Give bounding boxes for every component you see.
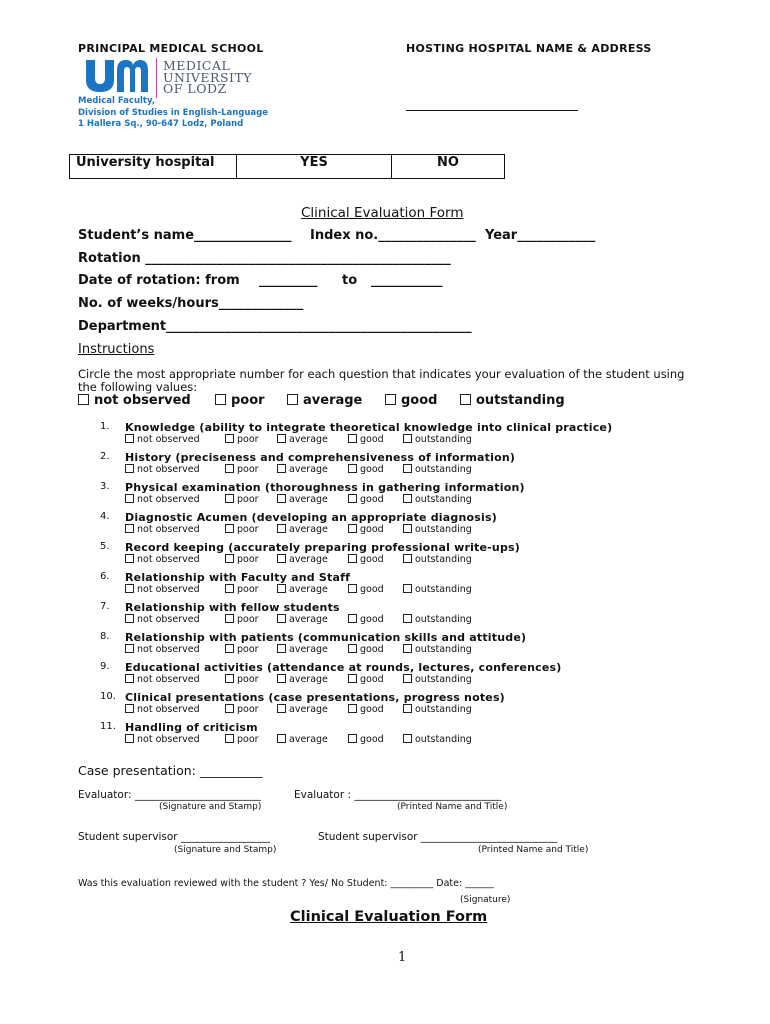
hosting-hospital-blank[interactable] [406,110,578,111]
checkbox-icon[interactable] [225,614,234,623]
checkbox-icon[interactable] [403,674,412,683]
option-average[interactable] [277,704,328,715]
question-number: 11. [100,721,116,732]
review-statement[interactable]: Was this evaluation reviewed with the student ? Yes/ No Student: _________ Date: ______ [78,878,494,889]
option-average[interactable] [277,494,328,505]
principal-school-heading: PRINCIPAL MEDICAL SCHOOL [78,42,264,55]
question-text: Educational activities (attendance at rounds, lectures, conferences) [125,661,562,674]
option-label: good [360,554,384,565]
option-outstanding[interactable] [403,644,472,655]
checkbox-icon [78,394,89,405]
option-label: not observed [137,494,200,505]
logo-line: MEDICAL [163,58,231,73]
question-number: 7. [100,601,110,612]
option-label: poor [237,734,259,745]
signature-stamp-caption: (Signature and Stamp) [159,802,262,812]
option-label: not observed [137,584,200,595]
option-average[interactable] [277,584,328,595]
question-number: 9. [100,661,110,672]
checkbox-icon[interactable] [348,464,357,473]
checkbox-icon[interactable] [125,734,134,743]
option-average[interactable] [277,524,328,535]
option-label: poor [237,494,259,505]
question-text: Handling of criticism [125,721,258,734]
option-outstanding[interactable] [403,494,472,505]
option-label: outstanding [415,494,472,505]
evaluator-signature-field[interactable]: Evaluator: ________________________ [78,789,261,801]
option-poor[interactable] [225,494,259,505]
checkbox-icon[interactable] [225,434,234,443]
legend-label: outstanding [476,393,565,408]
option-outstanding[interactable] [403,434,472,445]
signature-stamp-caption: (Signature and Stamp) [174,845,277,855]
checkbox-icon[interactable] [277,614,286,623]
yes-cell[interactable]: YES [237,155,392,179]
legend-poor [215,393,265,408]
option-outstanding[interactable] [403,614,472,625]
option-label: good [360,434,384,445]
checkbox-icon [215,394,226,405]
question-number: 3. [100,481,110,492]
checkbox-icon[interactable] [125,554,134,563]
legend-label: not observed [94,393,191,408]
option-label: average [289,494,328,505]
option-poor[interactable] [225,524,259,535]
option-average[interactable] [277,434,328,445]
checkbox-icon[interactable] [277,704,286,713]
page-number: 1 [398,950,407,965]
checkbox-icon[interactable] [125,614,134,623]
signature-caption: (Signature) [460,895,511,905]
checkbox-icon[interactable] [125,494,134,503]
checkbox-icon[interactable] [403,554,412,563]
option-not-observed[interactable] [125,734,200,745]
option-label: poor [237,584,259,595]
checkbox-icon[interactable] [348,674,357,683]
checkbox-icon[interactable] [348,644,357,653]
option-label: outstanding [415,554,472,565]
checkbox-icon[interactable] [348,704,357,713]
option-label: outstanding [415,614,472,625]
option-label: average [289,464,328,475]
date-to-blank[interactable]: ___________ [371,273,443,288]
case-presentation-field[interactable]: Case presentation: __________ [78,763,263,778]
option-poor[interactable] [225,464,259,475]
option-good[interactable] [348,434,384,445]
checkbox-icon [460,394,471,405]
option-not-observed[interactable] [125,614,200,625]
checkbox-icon[interactable] [403,614,412,623]
question-text: Relationship with fellow students [125,601,340,614]
checkbox-icon[interactable] [225,464,234,473]
legend-label: good [401,393,438,408]
option-label: not observed [137,434,200,445]
index-no-field[interactable]: Index no._______________ [310,228,476,243]
question-number: 1. [100,421,110,432]
checkbox-icon[interactable] [225,704,234,713]
option-label: outstanding [415,704,472,715]
option-poor[interactable] [225,434,259,445]
checkbox-icon[interactable] [277,734,286,743]
option-good[interactable] [348,554,384,565]
option-label: outstanding [415,434,472,445]
legend-outstanding [460,393,565,408]
option-label: average [289,434,328,445]
option-outstanding[interactable] [403,524,472,535]
option-outstanding[interactable] [403,674,472,685]
option-label: good [360,674,384,685]
option-not-observed[interactable] [125,494,200,505]
question-number: 10. [100,691,116,702]
option-label: outstanding [415,674,472,685]
date-from-blank[interactable]: _________ [259,273,318,288]
option-label: not observed [137,524,200,535]
option-label: poor [237,554,259,565]
checkbox-icon[interactable] [403,464,412,473]
option-outstanding[interactable] [403,704,472,715]
checkbox-icon[interactable] [225,584,234,593]
option-average[interactable] [277,674,328,685]
option-outstanding[interactable] [403,464,472,475]
option-label: good [360,494,384,505]
option-average[interactable] [277,644,328,655]
option-label: not observed [137,704,200,715]
option-label: poor [237,434,259,445]
option-good[interactable] [348,614,384,625]
instructions-heading: Instructions [78,342,155,357]
question-text: Relationship with patients (communication skills and attitude) [125,631,527,644]
question-number: 8. [100,631,110,642]
question-number: 4. [100,511,110,522]
option-outstanding[interactable] [403,554,472,565]
date-from-label: Date of rotation: from [78,273,240,288]
option-average[interactable] [277,554,328,565]
department-field[interactable]: Department_______________________________________________ [78,319,472,334]
logo-divider [156,58,157,98]
checkbox-icon[interactable] [277,644,286,653]
option-good[interactable] [348,494,384,505]
option-label: outstanding [415,734,472,745]
checkbox-icon[interactable] [125,584,134,593]
option-poor[interactable] [225,704,259,715]
bottom-form-title: Clinical Evaluation Form [290,909,488,925]
legend-label: poor [231,393,265,408]
printed-name-caption: (Printed Name and Title) [397,802,508,812]
checkbox-icon[interactable] [225,644,234,653]
checkbox-icon [287,394,298,405]
checkbox-icon[interactable] [277,464,286,473]
option-label: outstanding [415,524,472,535]
option-label: outstanding [415,644,472,655]
option-label: not observed [137,644,200,655]
university-hospital-table [69,154,505,179]
checkbox-icon[interactable] [403,584,412,593]
instructions-text-1: Circle the most appropriate number for each question that indicates your evaluation of the student using [78,367,685,381]
option-poor[interactable] [225,554,259,565]
question-text: Diagnostic Acumen (developing an appropriate diagnosis) [125,511,497,524]
weeks-hours-field[interactable]: No. of weeks/hours_____________ [78,296,304,311]
printed-name-caption: (Printed Name and Title) [478,845,589,855]
option-label: good [360,704,384,715]
option-label: average [289,644,328,655]
no-cell[interactable]: NO [392,155,505,179]
option-label: average [289,584,328,595]
option-poor[interactable] [225,674,259,685]
option-label: poor [237,704,259,715]
option-label: average [289,554,328,565]
option-label: poor [237,524,259,535]
option-label: average [289,704,328,715]
option-good[interactable] [348,644,384,655]
checkbox-icon[interactable] [403,524,412,533]
option-label: not observed [137,734,200,745]
checkbox-icon[interactable] [125,524,134,533]
checkbox-icon[interactable] [277,524,286,533]
checkbox-icon[interactable] [348,494,357,503]
checkbox-icon[interactable] [348,614,357,623]
checkbox-icon[interactable] [277,434,286,443]
checkbox-icon[interactable] [225,674,234,683]
checkbox-icon[interactable] [403,704,412,713]
option-label: good [360,524,384,535]
checkbox-icon[interactable] [348,554,357,563]
legend-not-observed [78,393,191,408]
option-not-observed[interactable] [125,464,200,475]
checkbox-icon[interactable] [403,644,412,653]
option-outstanding[interactable] [403,734,472,745]
option-good[interactable] [348,524,384,535]
option-not-observed[interactable] [125,644,200,655]
option-label: good [360,584,384,595]
option-not-observed[interactable] [125,554,200,565]
option-label: not observed [137,674,200,685]
checkbox-icon[interactable] [277,584,286,593]
question-text: Relationship with Faculty and Staff [125,571,351,584]
option-good[interactable] [348,704,384,715]
university-hospital-label: University hospital [70,155,237,179]
question-number: 6. [100,571,110,582]
legend-label: average [303,393,363,408]
legend-average [287,393,362,408]
checkbox-icon[interactable] [403,434,412,443]
year-field[interactable]: Year____________ [485,228,596,243]
checkbox-icon[interactable] [277,674,286,683]
logo-line: UNIVERSITY [163,69,253,85]
instructions-text-2: the following values: [78,380,198,394]
checkbox-icon[interactable] [125,704,134,713]
address-line: Division of Studies in English-Language [78,107,269,118]
supervisor-signature-field[interactable]: Student supervisor _________________ [78,831,271,843]
question-text: Record keeping (accurately preparing professional write-ups) [125,541,521,554]
option-label: poor [237,464,259,475]
option-label: average [289,674,328,685]
rotation-field[interactable]: Rotation _______________________________________________ [78,251,451,266]
option-label: good [360,614,384,625]
checkbox-icon[interactable] [225,734,234,743]
checkbox-icon[interactable] [348,524,357,533]
option-label: poor [237,614,259,625]
question-text: Clinical presentations (case presentations, progress notes) [125,691,505,704]
logo-line: OF LODZ [163,81,227,96]
option-not-observed[interactable] [125,704,200,715]
option-good[interactable] [348,674,384,685]
school-address [78,96,268,131]
option-label: average [289,614,328,625]
option-label: good [360,734,384,745]
hosting-hospital-heading: HOSTING HOSPITAL NAME & ADDRESS [406,42,652,55]
logo-wordmark [163,60,252,95]
checkbox-icon[interactable] [225,494,234,503]
option-label: average [289,524,328,535]
option-label: outstanding [415,584,472,595]
checkbox-icon[interactable] [403,494,412,503]
question-number: 5. [100,541,110,552]
option-good[interactable] [348,734,384,745]
option-average[interactable] [277,734,328,745]
students-name-field[interactable]: Student’s name_______________ [78,228,292,243]
option-outstanding[interactable] [403,584,472,595]
option-not-observed[interactable] [125,584,200,595]
checkbox-icon[interactable] [125,434,134,443]
checkbox-icon[interactable] [403,734,412,743]
checkbox-icon[interactable] [225,524,234,533]
option-label: not observed [137,554,200,565]
option-poor[interactable] [225,644,259,655]
checkbox-icon[interactable] [277,494,286,503]
checkbox-icon[interactable] [125,674,134,683]
option-label: outstanding [415,464,472,475]
option-label: poor [237,674,259,685]
checkbox-icon[interactable] [125,644,134,653]
option-average[interactable] [277,464,328,475]
option-good[interactable] [348,464,384,475]
supervisor-name-field[interactable]: Student supervisor __________________________ [318,831,558,843]
option-poor[interactable] [225,614,259,625]
option-label: poor [237,644,259,655]
question-text: Knowledge (ability to integrate theoretical knowledge into clinical practice) [125,421,613,434]
option-label: not observed [137,614,200,625]
university-logo [86,60,148,92]
option-label: not observed [137,464,200,475]
question-number: 2. [100,451,110,462]
evaluator-name-field[interactable]: Evaluator : ____________________________ [294,789,502,801]
option-label: good [360,464,384,475]
checkbox-icon[interactable] [125,464,134,473]
date-to-label: to [342,273,358,288]
checkbox-icon [385,394,396,405]
option-label: average [289,734,328,745]
checkbox-icon[interactable] [348,434,357,443]
checkbox-icon[interactable] [348,584,357,593]
option-not-observed[interactable] [125,674,200,685]
checkbox-icon[interactable] [225,554,234,563]
option-good[interactable] [348,584,384,595]
option-poor[interactable] [225,734,259,745]
option-average[interactable] [277,614,328,625]
checkbox-icon[interactable] [277,554,286,563]
option-not-observed[interactable] [125,524,200,535]
form-title: Clinical Evaluation Form [301,205,464,221]
address-line: Medical Faculty, [78,96,156,106]
option-poor[interactable] [225,584,259,595]
address-line: 1 Hallera Sq., 90-647 Lodz, Poland [78,119,244,129]
legend-good [385,393,437,408]
question-text: Physical examination (thoroughness in gathering information) [125,481,525,494]
checkbox-icon[interactable] [348,734,357,743]
option-label: good [360,644,384,655]
question-text: History (preciseness and comprehensiveness of information) [125,451,516,464]
option-not-observed[interactable] [125,434,200,445]
